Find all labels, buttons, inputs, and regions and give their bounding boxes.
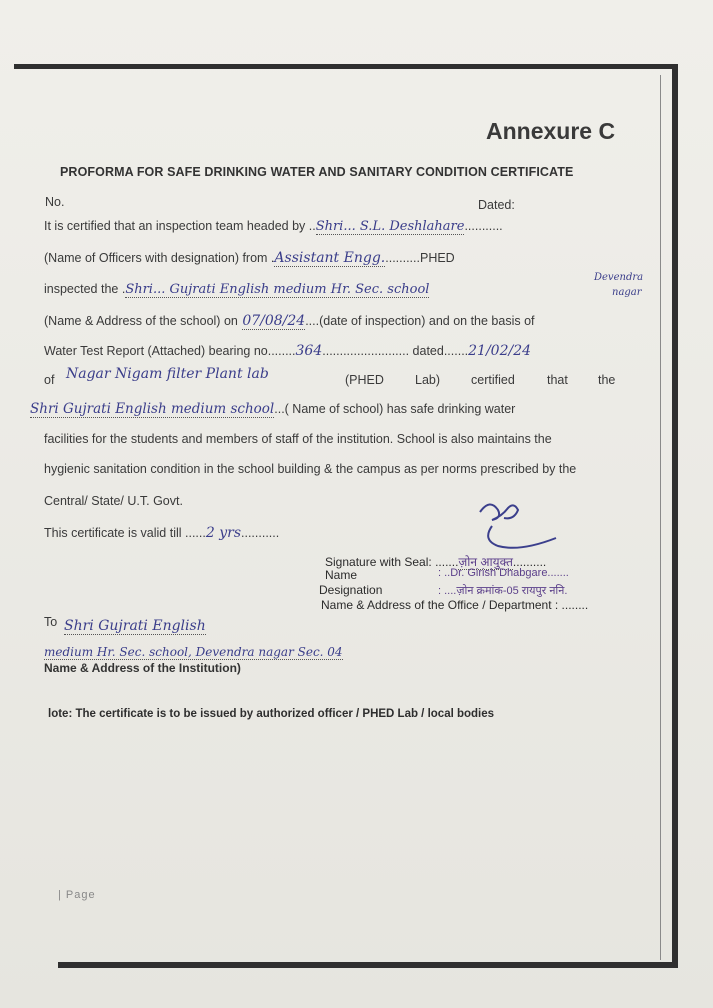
line6-word-3: certified [471,373,515,387]
report-date-handwritten: 21/02/24 [468,343,532,359]
line-school-inspected [44,280,429,298]
signature-stamp: ज़ोन आयुक्त [458,555,513,569]
line6-word-5: the [598,373,616,387]
line6-word-2: Lab) [415,373,441,387]
page-border-right [672,64,678,964]
valid-label: This certificate is valid till ...... [44,526,206,540]
line-inspection-date [44,312,535,330]
line7-text: ...( Name of school) has safe drinking water [274,402,516,416]
name-label: Name [325,568,358,582]
officer-signature [470,492,560,552]
certificate-title: PROFORMA FOR SAFE DRINKING WATER AND SANITARY CONDITION CERTIFICATE [60,165,574,179]
page-footer: | Page [58,889,96,901]
institution-address-handwritten: medium Hr. Sec. school, Devendra nagar Sec. 04 [44,645,343,659]
officer-name-handwritten: Shri... S.L. Deshlahare [315,219,465,234]
line3-text: inspected the . [44,282,126,296]
signature-line: Signature with Seal: .......ज़ोन आयुक्त.......... [325,555,547,569]
name-value: : ..Dr. Girish Dhabgare....... [438,567,569,579]
line-water-test-report [44,342,531,360]
line6-of: of [44,373,55,387]
line8-text: facilities for the students and members of staff of the institution. School is also maintains the [44,432,552,446]
school-address-handwritten-2: nagar [612,287,642,298]
dated-label: Dated: [478,198,515,212]
annexure-heading: Annexure C [486,118,616,144]
designation-label: Designation [319,583,383,597]
validity-handwritten: 2 yrs [205,525,242,541]
page-border-inner [660,75,661,960]
line4-text-b: ....(date of inspection) and on the basis of [305,314,535,328]
no-label: No. [45,195,65,209]
line2-text: (Name of Officers with designation) from . [44,251,275,265]
designation-handwritten: Assistant Engg. [274,250,386,266]
institution-name-handwritten: Shri Gujrati English [64,618,206,634]
valid-dots: ........... [241,526,280,540]
signature-label: Signature with Seal: ....... [325,555,459,569]
footnote: lote: The certificate is to be issued by authorized officer / PHED Lab / local bodies [48,708,495,720]
to-label: To [44,615,58,629]
school-name-handwritten-2: Shri Gujrati English medium school [30,401,275,417]
report-number-handwritten: 364 [295,343,323,359]
line4-text: (Name & Address of the school) on [44,314,238,328]
line6-word-4: that [547,373,568,387]
line-officer-designation [44,249,455,267]
line5-text-b: ......................... dated....... [322,344,469,358]
institution-label: Name & Address of the Institution) [44,661,241,675]
line2-phed: ..........PHED [385,251,455,265]
inspection-date-handwritten: 07/08/24 [242,313,306,329]
line-inspection-team: It is certified that an inspection team headed by ..Shri... S.L. Deshlahare........... [44,219,503,234]
school-name-handwritten: Shri... Gujrati English medium Hr. Sec. school [125,282,430,297]
line1-text: It is certified that an inspection team headed by .. [44,219,316,233]
line-school-safe-water [30,400,515,418]
designation-value: : ....ज़ोन क्रमांक-05 रायपुर ननि. [438,585,568,597]
line-validity [44,524,279,542]
lab-name-handwritten: Nagar Nigam filter Plant lab [66,366,269,382]
school-address-handwritten-1: Devendra [594,272,644,283]
line9-text: hygienic sanitation condition in the school building & the campus as per norms prescribed by the [44,462,577,476]
page-border-bottom [58,962,678,968]
office-address-label: Name & Address of the Office / Department : ........ [321,598,589,612]
page-border-top [14,64,678,69]
line5-text: Water Test Report (Attached) bearing no........ [44,344,296,358]
line6-word-1: (PHED [345,373,384,387]
line10-text: Central/ State/ U.T. Govt. [44,494,183,508]
